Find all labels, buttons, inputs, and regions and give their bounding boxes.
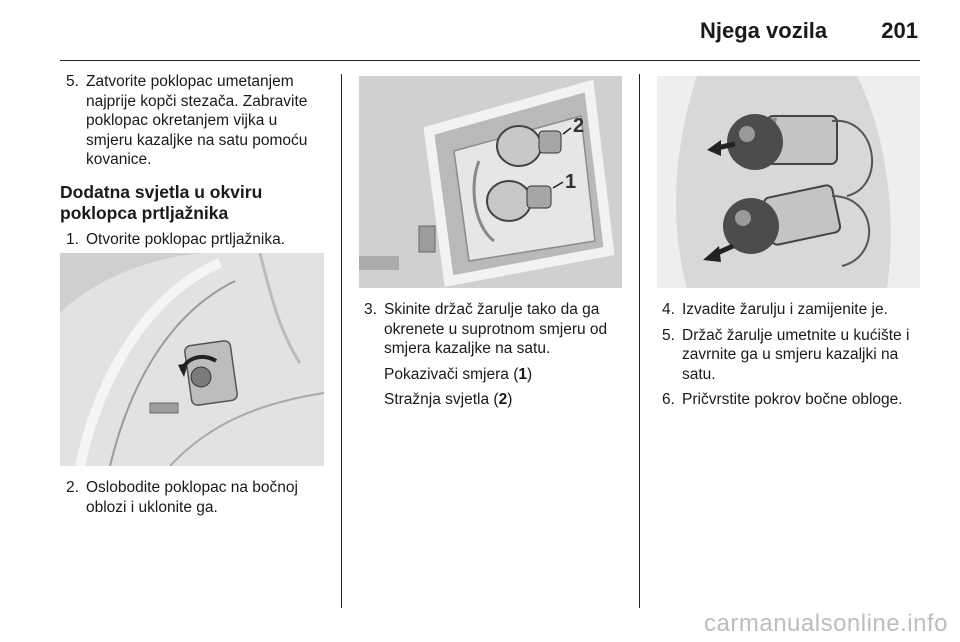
running-header-title: Njega vozila (700, 18, 828, 43)
step-1-open-trunk (60, 230, 328, 250)
page-number: 201 (881, 18, 918, 43)
column-2 (358, 300, 628, 416)
callout-ref-2: 2 (498, 391, 508, 408)
step-number: 6. (662, 391, 675, 408)
callout-ref-1: 1 (518, 365, 527, 383)
column-1-lower (60, 478, 328, 523)
watermark: carmanualsonline.info (704, 610, 948, 637)
step-5-insert-holder (656, 326, 926, 385)
step-number: 5. (66, 73, 79, 90)
figure-trunk-side-panel (60, 253, 324, 466)
note-tail-lights: Stražnja svjetla (2) (384, 391, 513, 408)
step-text: Izvadite žarulju i zamijenite je. (682, 301, 888, 318)
step-number: 2. (66, 479, 79, 496)
step-number: 5. (662, 326, 675, 344)
step-text: Skinite držač žarulje tako da ga okrenete u suprotnom smjeru od smjera kazaljke na satu. (384, 301, 608, 357)
step-number: 1. (66, 230, 79, 248)
step-2-remove-cover (60, 478, 328, 517)
bulb-removal-illustration (657, 76, 920, 288)
step-number: 4. (662, 301, 675, 318)
callout-2-label: 2 (573, 115, 585, 137)
note-turn-signals: Pokazivači smjera (1) (384, 365, 533, 383)
step-text: Držač žarulje umetnite u kućište i zavrnite ga u smjeru kazaljki na satu. (682, 326, 910, 383)
column-3 (656, 300, 926, 416)
section-heading: Dodatna svjetla u okviru poklopca prtljažnika (60, 181, 263, 223)
step-text: Oslobodite poklopac na bočnoj oblozi i uklonite ga. (86, 479, 298, 516)
step-5-close-cover (60, 72, 328, 170)
figure-bulb-removal (657, 76, 920, 288)
trunk-panel-illustration (60, 253, 324, 466)
figure-bulb-holders (359, 76, 622, 288)
step-text: Pričvrstite pokrov bočne obloge. (682, 391, 903, 408)
step-6-attach-cover (656, 390, 926, 410)
step-4-replace-bulb (656, 300, 926, 320)
step-number: 3. (364, 301, 377, 318)
callout-1-label: 1 (565, 171, 577, 193)
step-text: Otvorite poklopac prtljažnika. (86, 230, 286, 248)
header-rule (60, 60, 920, 61)
column-divider-left (341, 74, 342, 608)
column-divider-right (639, 74, 640, 608)
step-text: Zatvorite poklopac umetanjem najprije kopči stezača. Zabravite poklopac okretanjem vijka u smjeru kazaljke na satu pomoću kovanice. (86, 73, 308, 168)
bulb-holders-illustration (359, 76, 622, 288)
step-3-remove-holder (358, 300, 628, 359)
column-1 (60, 72, 328, 255)
